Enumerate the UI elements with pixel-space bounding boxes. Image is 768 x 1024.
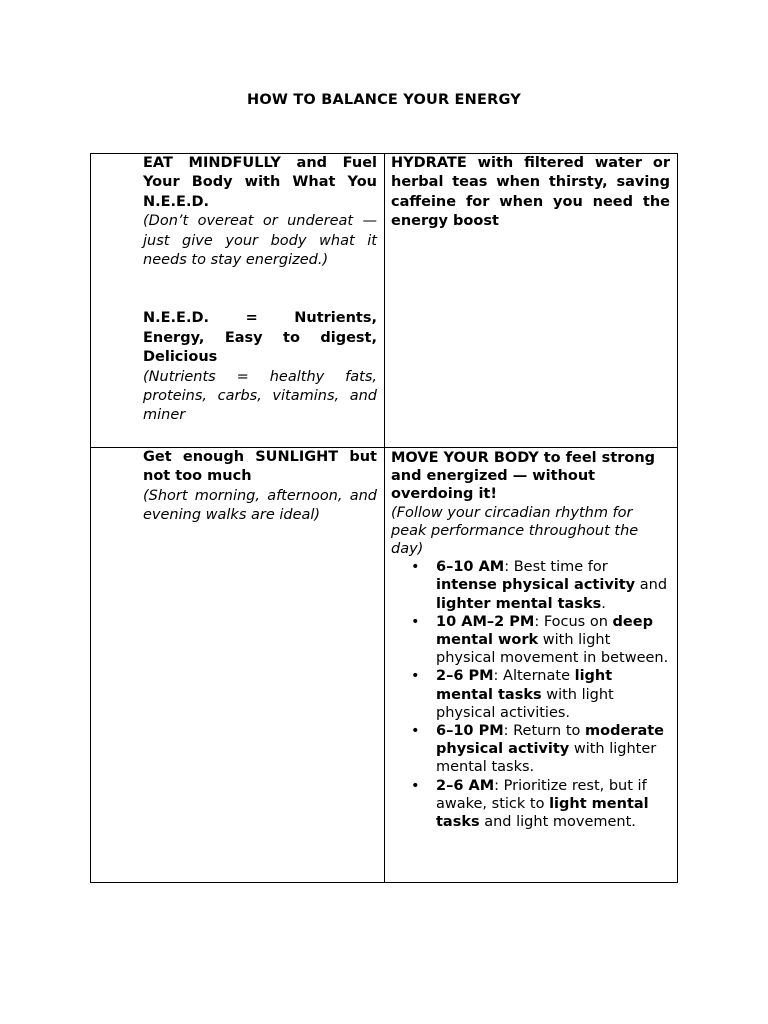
move-note: (Follow your circadian rhythm for peak performance throughout the day) — [391, 504, 639, 558]
cell-sunlight — [143, 448, 377, 526]
sunlight-heading: Get enough SUNLIGHT but not too much — [143, 449, 377, 485]
sunlight-note: (Short morning, afternoon, and evening walks are ideal) — [143, 487, 377, 524]
list-item: • 2–6 PM: Alternate light mental tasks with light physical activities. — [411, 668, 614, 721]
list-item: • 6–10 AM: Best time for intense physical activity and lighter mental tasks. — [411, 559, 668, 612]
list-item: • 2–6 AM: Prioritize rest, but if awake, stick to light mental tasks and light movement. — [411, 777, 649, 831]
bullet-icon: • — [411, 723, 420, 740]
need-note: (Nutrients = healthy fats, proteins, carbs, vitamins, and miner — [143, 368, 377, 424]
eat-note: (Don’t overeat or undereat — just give your body what it needs to stay energized.) — [143, 213, 377, 269]
schedule-list — [391, 558, 670, 831]
list-item: • 10 AM–2 PM: Focus on deep mental work with light physical movement in between. — [411, 613, 669, 667]
energy-table — [90, 153, 678, 883]
table-divider-vertical — [384, 154, 385, 882]
bullet-icon: • — [411, 777, 420, 794]
hydrate-heading: HYDRATE with filtered water or herbal teas when thirsty, saving caffeine for when you need the energy boost — [391, 155, 670, 230]
cell-hydrate — [391, 154, 670, 232]
list-item: • 6–10 PM: Return to moderate physical activity with lighter mental tasks. — [411, 723, 665, 776]
bullet-icon: • — [411, 613, 420, 630]
eat-heading: EAT MINDFULLY and Fuel Your Body with What You N.E.E.D. — [143, 155, 377, 210]
move-heading: MOVE YOUR BODY to feel strong and energized — without overdoing it! — [391, 450, 656, 503]
cell-eat-mindfully — [143, 154, 377, 426]
cell-move-your-body — [391, 448, 670, 831]
document-title: HOW TO BALANCE YOUR ENERGY — [247, 92, 521, 108]
bullet-icon: • — [411, 559, 420, 576]
need-heading: N.E.E.D. = Nutrients, Energy, Easy to digest, Delicious — [143, 310, 377, 366]
bullet-icon: • — [411, 668, 420, 685]
